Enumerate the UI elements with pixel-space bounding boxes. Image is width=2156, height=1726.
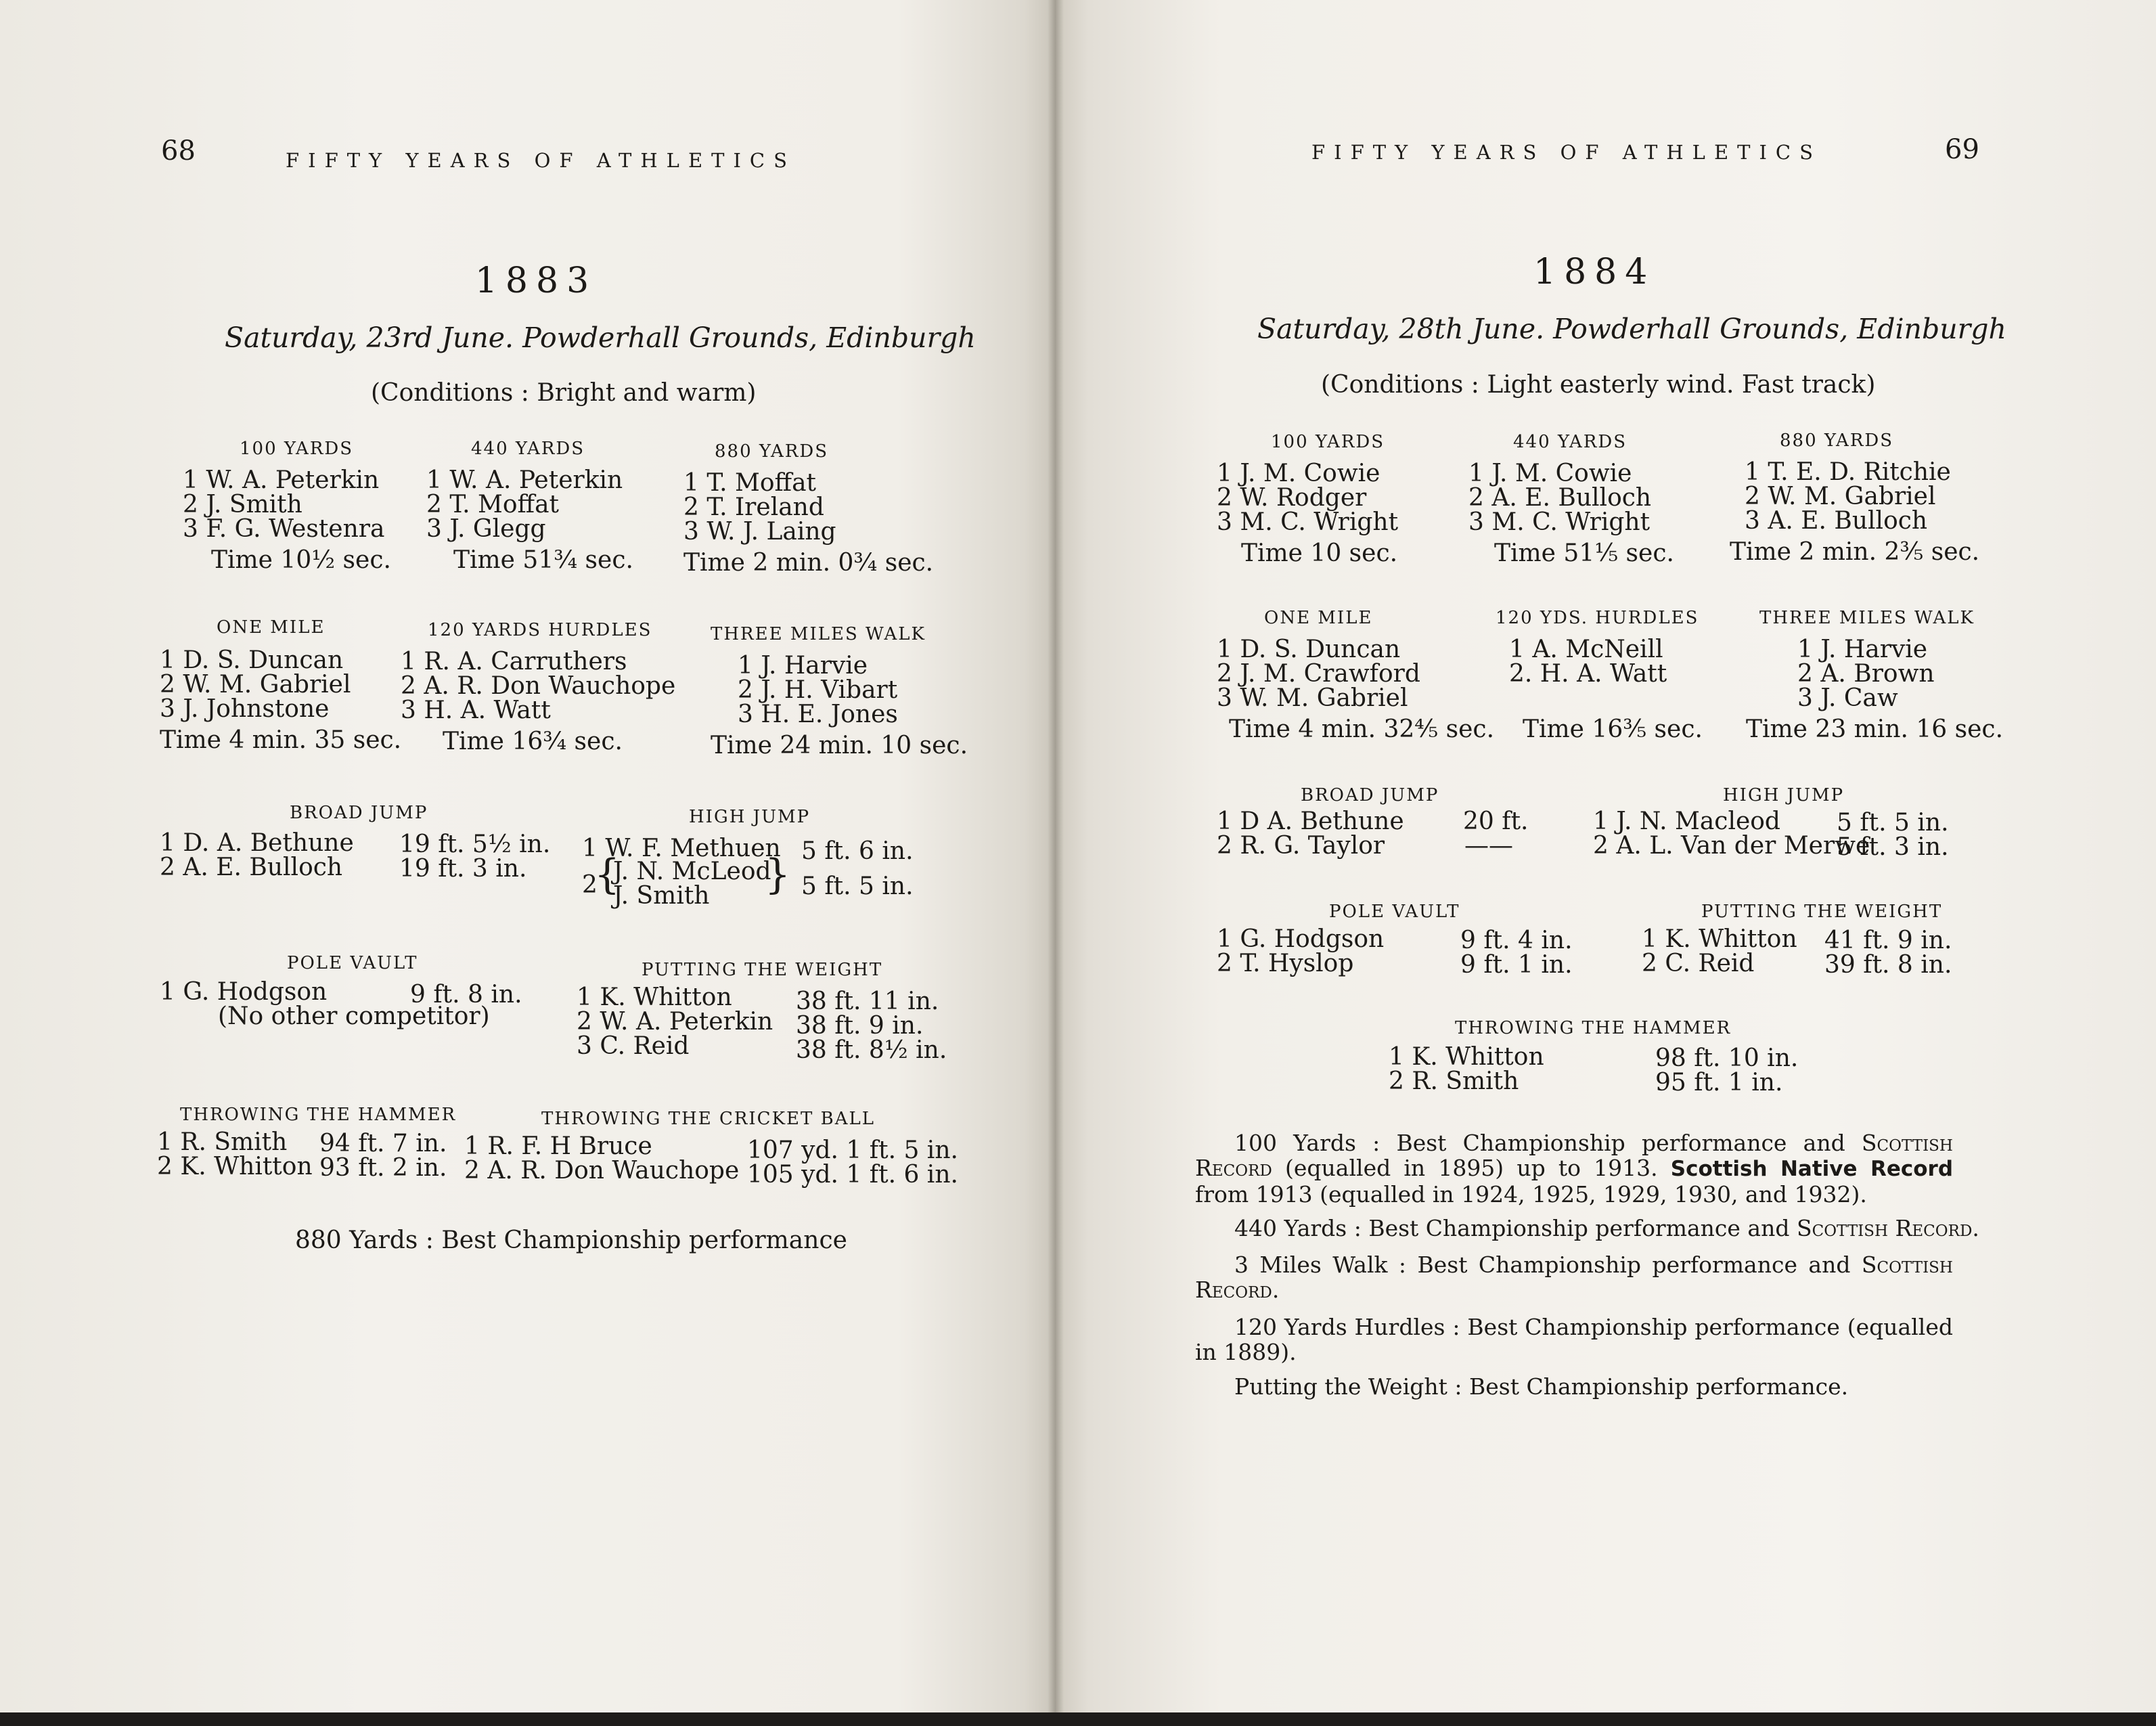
place-2: 2 J. Smith [183, 491, 302, 518]
conditions: (Conditions : Bright and warm) [371, 379, 757, 407]
event-three-miles-walk [711, 624, 968, 758]
left-brace: { [594, 851, 621, 898]
pole-vault-places [1217, 927, 1384, 976]
broad-jump-mark-1: 20 ft. [1463, 807, 1529, 835]
result: Time 2 min. 0¾ sec. [683, 549, 934, 577]
result: Time 2 min. 2⅗ sec. [1730, 538, 1980, 566]
putting-weight-marks [796, 990, 947, 1063]
note-record: Scottish Record. [1195, 1252, 1953, 1303]
running-head: FIFTY YEARS OF ATHLETICS [1311, 141, 1822, 164]
note-text-2: (equalled in 1895) up to 1913. [1285, 1155, 1658, 1181]
result: Time 51¾ sec. [453, 546, 633, 574]
cricket-ball-heading: THROWING THE CRICKET BALL [541, 1109, 876, 1129]
event-heading: 120 YDS. HURDLES [1496, 608, 1699, 628]
mark-3: 38 ft. 8½ in. [796, 1036, 947, 1064]
high-jump-tie-name-2: J. Smith [613, 882, 710, 910]
high-jump-places [1593, 807, 1870, 860]
place-1: 1 R. F. H Bruce [464, 1132, 652, 1160]
high-jump-tie-name-1: J. N. McLeod [613, 858, 771, 885]
place-2: 2 W. M. Gabriel [1745, 483, 1936, 510]
pole-vault-heading: POLE VAULT [1329, 902, 1460, 922]
putting-weight-marks [1824, 929, 1952, 977]
note-120-yards-hurdles [1195, 1314, 1953, 1365]
mark-1: 98 ft. 10 in. [1655, 1044, 1799, 1072]
event-120-yds-hurdles [1496, 608, 1703, 742]
page-68 [0, 0, 1056, 1712]
place-3: 3 W. M. Gabriel [1217, 684, 1408, 712]
mark-2: 39 ft. 8 in. [1824, 951, 1952, 979]
hammer-marks [319, 1132, 447, 1180]
place-1: 1 A. McNeill [1509, 636, 1663, 663]
place-3: 3 F. G. Westenra [183, 515, 385, 543]
result: Time 4 min. 35 sec. [160, 726, 402, 754]
high-jump-heading: HIGH JUMP [1723, 785, 1845, 805]
place-3: 3 A. E. Bulloch [1745, 507, 1928, 535]
high-jump-tie-place: 2 [582, 871, 598, 899]
event-heading: ONE MILE [217, 617, 325, 638]
place-2: 2 J. H. Vibart [738, 676, 898, 704]
mark-1: 38 ft. 11 in. [796, 988, 939, 1015]
putting-weight-places [577, 983, 773, 1060]
event-three-miles-walk [1746, 608, 2004, 743]
place-2: 2 T. Ireland [683, 493, 824, 521]
place-3: 3 M. C. Wright [1217, 508, 1399, 536]
event-one-mile [1217, 608, 1494, 742]
broad-jump-heading: BROAD JUMP [1301, 785, 1439, 805]
place-1: 1 K. Whitton [1642, 925, 1797, 953]
place-1: 1 R. Smith [157, 1128, 288, 1156]
event-880-yards [1730, 430, 1979, 565]
high-jump-place-1: 1 W. F. Methuen [582, 835, 781, 862]
note-record: Scottish Record [1195, 1130, 1953, 1181]
broad-jump-heading: BROAD JUMP [290, 803, 428, 823]
pole-vault-heading: POLE VAULT [287, 953, 418, 973]
mark-1: 9 ft. 4 in. [1460, 927, 1573, 954]
result: Time 10 sec. [1241, 539, 1398, 567]
event-one-mile [160, 617, 401, 753]
book-gutter [1048, 0, 1064, 1712]
place-2: 2 K. Whitton [157, 1153, 313, 1180]
place-2: 2 C. Reid [1642, 950, 1755, 977]
cricket-ball-places [464, 1134, 739, 1183]
event-heading: 880 YARDS [715, 441, 829, 462]
high-jump-mark-1: 5 ft. 6 in. [801, 837, 914, 865]
place-1: 1 J. Harvie [1797, 636, 1928, 663]
hammer-places [1389, 1045, 1544, 1094]
note-3-miles-walk [1195, 1252, 1953, 1302]
note-record: Scottish Record. [1796, 1215, 1979, 1241]
place-2: 2 A. E. Bulloch [1468, 484, 1652, 512]
mark-1: 107 yd. 1 ft. 5 in. [747, 1136, 958, 1164]
place-2: 2 T. Moffat [426, 491, 559, 518]
place-2: 2 R. Smith [1389, 1067, 1519, 1095]
note-putting-weight [1234, 1374, 1992, 1399]
place-3: 3 J. Caw [1797, 684, 1898, 712]
mark-1: 5 ft. 5 in. [1837, 809, 1949, 837]
note-text: Best Championship performance (equalled in 1889). [1195, 1314, 1953, 1365]
event-heading: ONE MILE [1264, 608, 1373, 628]
place-2: 2 A. R. Don Wauchope [401, 672, 676, 700]
mark-2: 5 ft. 3 in. [1837, 833, 1949, 861]
result: Time 4 min. 32⅘ sec. [1229, 715, 1495, 743]
mark-1: 41 ft. 9 in. [1824, 927, 1952, 954]
event-440-yards [426, 439, 633, 573]
right-brace: } [765, 851, 791, 898]
event-heading: 120 YARDS HURDLES [428, 620, 652, 640]
event-heading: 880 YARDS [1780, 430, 1894, 451]
place-2: 2 W. M. Gabriel [160, 671, 351, 699]
event-heading: 440 YARDS [471, 439, 585, 459]
mark-2: 95 ft. 1 in. [1655, 1069, 1783, 1097]
place-3: 3 H. A. Watt [401, 696, 551, 724]
high-jump-heading: HIGH JUMP [689, 807, 811, 827]
broad-jump-place-2: 2 R. G. Taylor [1217, 832, 1385, 860]
running-head: FIFTY YEARS OF ATHLETICS [286, 149, 796, 172]
place-3: 3 C. Reid [577, 1032, 690, 1060]
place-2: 2 A. Brown [1797, 660, 1935, 688]
place-1: 1 W. A. Peterkin [426, 466, 623, 494]
place-1: 1 K. Whitton [577, 983, 732, 1011]
note-text-3: from 1913 (equalled in 1924, 1925, 1929, 1930, and 1932). [1195, 1181, 1867, 1208]
note-label: 3 Miles Walk : [1234, 1252, 1407, 1278]
broad-jump-place-1: 1 D. A. Bethune [160, 829, 354, 857]
pole-vault-mark: 9 ft. 8 in. [410, 981, 522, 1009]
hammer-marks [1655, 1046, 1798, 1095]
place-1: 1 J. M. Cowie [1468, 460, 1632, 487]
date-venue: Saturday, 28th June. Powderhall Grounds, Edinburgh [1257, 313, 2006, 345]
place-2: 2 A. R. Don Wauchope [464, 1157, 740, 1185]
event-100-yards [1217, 432, 1398, 566]
place-2: 2 A. L. Van der Merwe [1593, 832, 1870, 860]
result: Time 23 min. 16 sec. [1746, 715, 2004, 743]
broad-jump-mark-2: —— [1464, 832, 1513, 860]
pole-vault-marks [1460, 929, 1573, 977]
page-69 [1056, 0, 2156, 1712]
event-880-yards [683, 441, 933, 575]
place-1: 1 G. Hodgson [1217, 925, 1385, 953]
place-2: 2 W. Rodger [1217, 484, 1367, 512]
event-heading: THREE MILES WALK [711, 624, 926, 644]
place-3: 3 W. J. Laing [683, 518, 836, 546]
place-3: 3 M. C. Wright [1468, 508, 1650, 536]
place-3: 3 J. Johnstone [160, 695, 330, 723]
mark-2: 9 ft. 1 in. [1460, 951, 1573, 979]
place-1: 1 D. S. Duncan [160, 646, 344, 674]
broad-jump-mark-1: 19 ft. 5½ in. [399, 831, 551, 858]
putting-weight-heading: PUTTING THE WEIGHT [642, 960, 883, 980]
place-1: 1 R. A. Carruthers [401, 648, 627, 676]
footnote: 880 Yards : Best Championship performance [295, 1226, 847, 1254]
putting-weight-places [1642, 927, 1797, 976]
place-3: 3 H. E. Jones [738, 701, 898, 728]
broad-jump-place-1: 1 D A. Bethune [1217, 807, 1404, 835]
note-label: 100 Yards : [1234, 1130, 1380, 1156]
note-label: 120 Yards Hurdles : [1234, 1314, 1460, 1340]
high-jump-marks [1837, 811, 1949, 860]
year-heading: 1884 [1533, 252, 1656, 292]
place-1: 1 J. N. Macleod [1593, 807, 1780, 835]
place-2: 2 J. M. Crawford [1217, 660, 1420, 688]
place-1: 1 T. E. D. Ritchie [1745, 458, 1951, 486]
pole-vault-note: (No other competitor) [218, 1002, 490, 1030]
result: Time 16¾ sec. [443, 728, 623, 755]
note-label: 440 Yards : [1234, 1215, 1362, 1241]
place-1: 1 J. M. Cowie [1217, 460, 1380, 487]
place-2: 2 T. Hyslop [1217, 950, 1354, 977]
note-100-yards [1195, 1130, 1953, 1207]
putting-weight-heading: PUTTING THE WEIGHT [1701, 902, 1943, 922]
result: Time 10½ sec. [211, 546, 391, 574]
hammer-places [157, 1130, 313, 1179]
note-native-record: Scottish Native Record [1670, 1157, 1954, 1181]
event-heading: 100 YARDS [1271, 432, 1385, 452]
result: Time 16⅗ sec. [1523, 715, 1703, 743]
year-heading: 1883 [474, 261, 598, 301]
event-120-yards-hurdles [401, 620, 675, 754]
note-label: Putting the Weight : [1234, 1373, 1462, 1400]
result: Time 51⅕ sec. [1494, 539, 1674, 567]
page-number: 68 [161, 135, 196, 167]
page-number: 69 [1945, 134, 1979, 165]
mark-2: 38 ft. 9 in. [796, 1012, 924, 1040]
pole-vault-place: 1 G. Hodgson [160, 978, 328, 1006]
note-text: Best Championship performance. [1469, 1373, 1849, 1400]
broad-jump-mark-2: 19 ft. 3 in. [399, 855, 527, 883]
note-text: Best Championship performance and [1396, 1130, 1845, 1156]
place-1: 1 T. Moffat [683, 469, 816, 497]
place-2: 2 W. A. Peterkin [577, 1008, 773, 1036]
conditions: (Conditions : Light easterly wind. Fast track) [1321, 371, 1876, 399]
cricket-ball-marks [747, 1138, 958, 1187]
place-1: 1 W. A. Peterkin [183, 466, 380, 494]
high-jump-tie-mark: 5 ft. 5 in. [801, 872, 914, 900]
event-440-yards [1468, 432, 1674, 566]
place-1: 1 D. S. Duncan [1217, 636, 1401, 663]
note-text: Best Championship performance and [1417, 1252, 1851, 1278]
hammer-heading: THROWING THE HAMMER [1455, 1018, 1732, 1038]
place-1: 1 J. Harvie [738, 652, 868, 680]
place-1: 1 K. Whitton [1389, 1043, 1544, 1071]
date-venue: Saturday, 23rd June. Powderhall Grounds, Edinburgh [225, 322, 976, 354]
mark-2: 93 ft. 2 in. [319, 1154, 447, 1182]
place-3: 3 J. Glegg [426, 515, 546, 543]
event-heading: 440 YARDS [1513, 432, 1627, 452]
place-2: 2. H. A. Watt [1509, 660, 1667, 688]
mark-1: 94 ft. 7 in. [319, 1130, 447, 1157]
broad-jump-place-2: 2 A. E. Bulloch [160, 854, 343, 881]
event-heading: 100 YARDS [240, 439, 354, 459]
hammer-heading: THROWING THE HAMMER [180, 1105, 457, 1125]
note-440-yards [1234, 1216, 1992, 1241]
event-100-yards [183, 439, 391, 573]
mark-2: 105 yd. 1 ft. 6 in. [747, 1161, 958, 1189]
event-heading: THREE MILES WALK [1759, 608, 1975, 628]
result: Time 24 min. 10 sec. [711, 732, 968, 759]
scan-edge [0, 1712, 2156, 1726]
note-text: Best Championship performance and [1368, 1215, 1790, 1241]
